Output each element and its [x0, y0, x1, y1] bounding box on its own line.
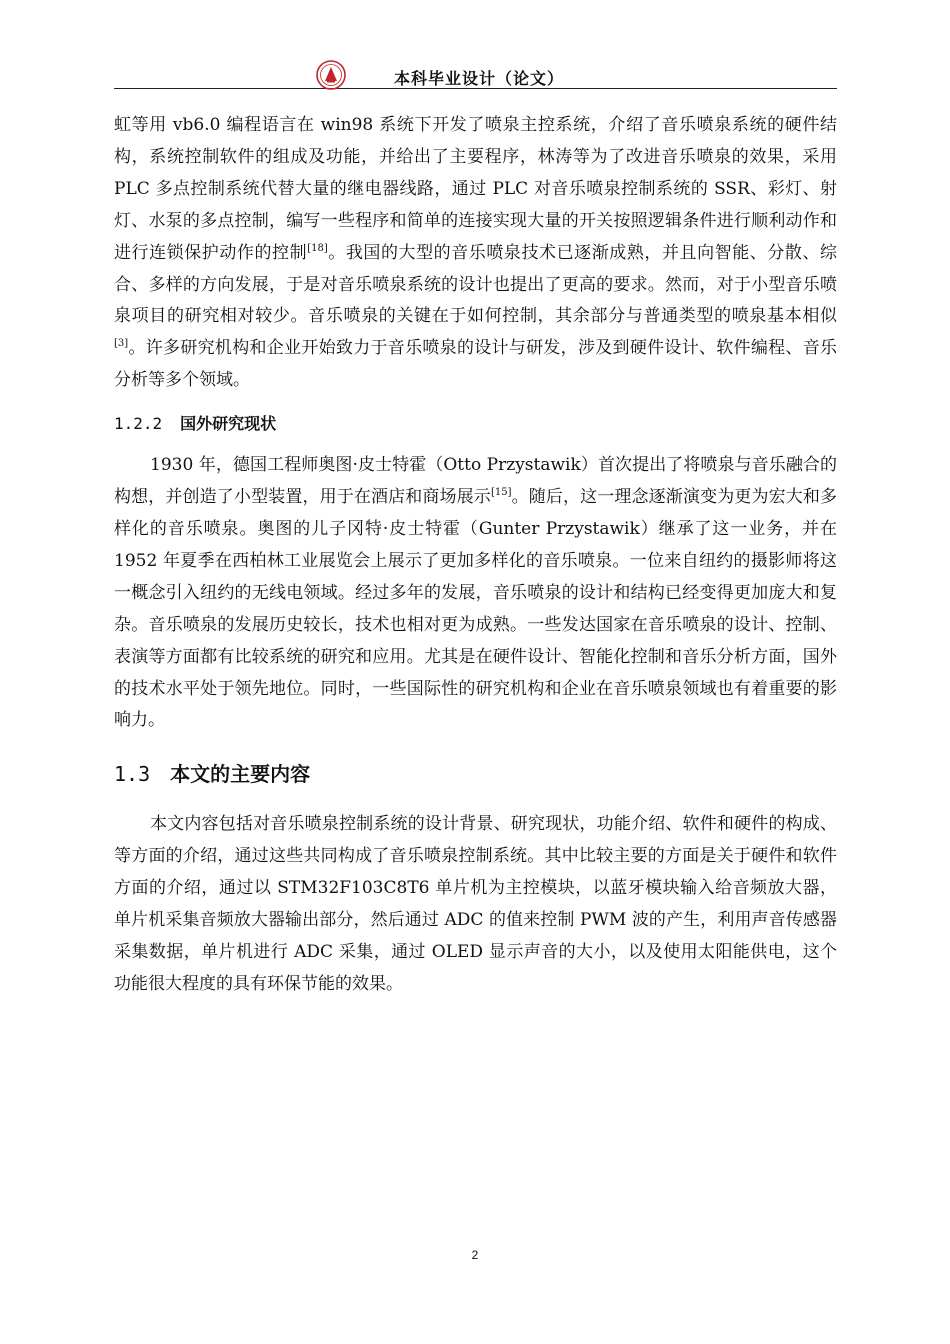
paragraph-foreign-research: [114, 450, 837, 737]
main-content: [114, 110, 837, 1001]
header-title: 本科毕业设计（论文）: [394, 69, 565, 88]
section-heading-1-3: [114, 759, 837, 789]
section-number: 1.2.2: [114, 414, 163, 434]
paragraph-domestic-research: [114, 110, 837, 397]
section-title: 本文的主要内容: [170, 762, 311, 787]
section-heading-1-2-2: [114, 412, 837, 436]
citation: [3]: [114, 338, 129, 350]
section-number: 1.3: [114, 762, 151, 787]
text-span: 。随后，这一理念逐渐演变为更为宏大和多样化的音乐喷泉。奥图的儿子冈特·皮士特霍（Gunter Przystawik）继承了这一业务，并在 1952 年夏季在西柏林工业展览会上展示了更加多样化的音乐喷泉。一位来自纽约的摄影师将这一概念引入纽约的无线电领域。经过多年的发展，音乐喷泉的设计和结构已经变得更加庞大和复杂。音乐喷泉的发展历史较长，技术也相对更为成熟。一些发达国家在音乐喷泉的设计、控制、表演等方面都有比较系统的研究和应用。尤其是在硬件设计、智能化控制和音乐分析方面，国外的技术水平处于领先地位。同时，一些国际性的研究机构和企业在音乐喷泉领域也有着重要的影响力。: [114, 487, 838, 731]
citation: [15]: [490, 487, 512, 499]
section-title: 国外研究现状: [180, 414, 277, 434]
university-seal-icon: [316, 60, 346, 90]
page-header: [114, 58, 837, 89]
text-span: 虹等用 vb6.0 编程语言在 win98 系统下开发了喷泉主控系统，介绍了音乐喷泉系统的硬件结构，系统控制软件的组成及功能，并给出了主要程序，林涛等为了改进音乐喷泉的效果，采用 PLC 多点控制系统代替大量的继电器线路，通过 PLC 对音乐喷泉控制系统的 SSR、彩灯、射灯、水泵的多点控制，编写一些程序和简单的连接实现大量的开关按照逻辑条件进行顺利动作和进行连锁保护动作的控制: [114, 115, 837, 263]
text-span: 。许多研究机构和企业开始致力于音乐喷泉的设计与研发，涉及到硬件设计、软件编程、音乐分析等多个领域。: [114, 338, 837, 391]
citation: [18]: [307, 242, 328, 254]
text-span: 。我国的大型的音乐喷泉技术已逐渐成熟，并且向智能、分散、综合、多样的方向发展，于是对音乐喷泉系统的设计也提出了更高的要求。然而，对于小型音乐喷泉项目的研究相对较少。音乐喷泉的关键在于如何控制，其余部分与普通类型的喷泉基本相似: [114, 242, 838, 327]
text-span: 1930 年，德国工程师奥图·皮士特霍（Otto Przystawik）首次提出了将喷泉与音乐融合的构想，并创造了小型装置，用于在酒店和商场展示: [114, 455, 837, 508]
page-number: 2: [471, 1248, 479, 1262]
paragraph-main-content: 本文内容包括对音乐喷泉控制系统的设计背景、研究现状，功能介绍、软件和硬件的构成、等方面的介绍，通过这些共同构成了音乐喷泉控制系统。其中比较主要的方面是关于硬件和软件方面的介绍，通过以 STM32F103C8T6 单片机为主控模块，以蓝牙模块输入给音频放大器，单片机采集音频放大器输出部分，然后通过 ADC 的值来控制 PWM 波的产生，利用声音传感器采集数据，单片机进行 ADC 采集，通过 OLED 显示声音的大小，以及使用太阳能供电，这个功能很大程度的具有环保节能的效果。: [114, 814, 837, 994]
